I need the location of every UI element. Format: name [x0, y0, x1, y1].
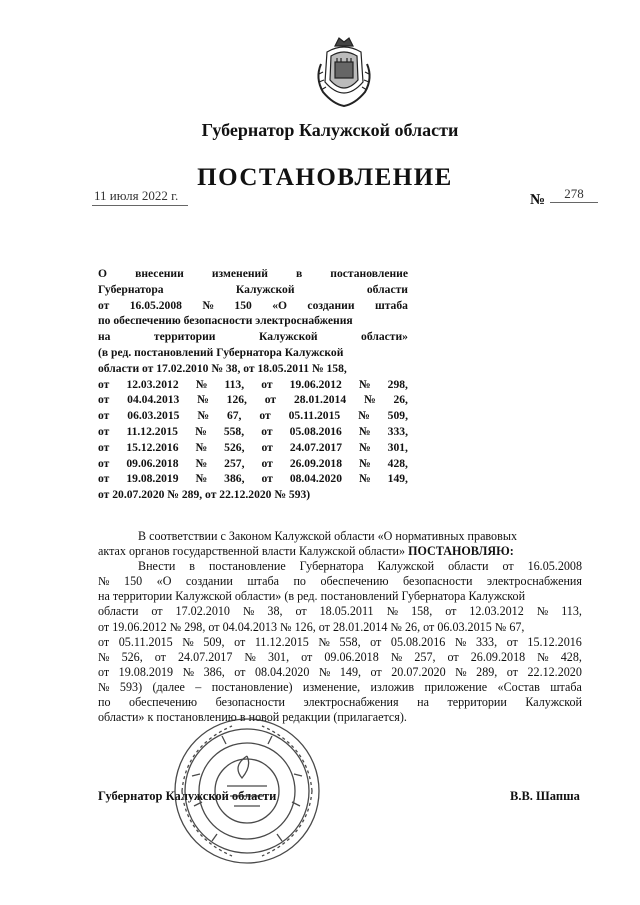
subject-word: в — [295, 267, 303, 280]
subject-line — [98, 440, 408, 456]
document-type: ПОСТАНОВЛЕНИЕ — [197, 164, 453, 191]
subject-word: 257, — [224, 456, 245, 470]
subject-word: внесении — [135, 267, 184, 280]
document-number: 278 — [550, 186, 598, 203]
subject-word: № — [195, 472, 208, 486]
body-paragraph-2-word: на территории Калужской области» (в ред. постановлений Губернатора Калужской — [98, 589, 526, 604]
body-paragraph-2-line — [98, 620, 582, 635]
body-paragraph-2-word: 16.05.2008 — [527, 559, 582, 574]
document-subject — [98, 266, 408, 503]
body-paragraph-2-word: «Состав — [497, 679, 540, 694]
body-paragraph-2-word: от — [370, 634, 382, 649]
body-paragraph-2-line — [98, 604, 582, 619]
kaluga-coat-of-arms-icon — [313, 34, 375, 110]
body-paragraph-2-word: 386, — [203, 664, 225, 679]
subject-word: от — [261, 424, 273, 438]
body-paragraph-2-word: 08.04.2020 — [254, 664, 310, 679]
body-paragraph-2-word: 149, — [339, 664, 362, 679]
body-paragraph-2-word: № — [455, 664, 467, 679]
body-paragraph-2-word: на — [417, 695, 429, 710]
subject-word: 09.06.2018 — [126, 456, 179, 470]
subject-word: № — [358, 377, 371, 391]
subject-word: № — [197, 409, 210, 423]
subject-line — [98, 298, 408, 314]
body-paragraph-2-word: от — [445, 604, 457, 619]
body-paragraph-2-line — [98, 589, 582, 604]
subject-line — [98, 392, 408, 408]
body-paragraph-2-word: 289, — [476, 664, 498, 679]
body-paragraph-2-word: электроснабжения — [303, 695, 399, 710]
body-paragraph-2-word: Калужской — [377, 559, 435, 574]
subject-word: 11.12.2015 — [126, 424, 178, 438]
body-paragraph-2-word: от — [370, 664, 382, 679]
body-paragraph-2-word: № — [98, 649, 110, 664]
body-paragraph-2-word: 05.08.2016 — [390, 634, 446, 649]
decree-word: ПОСТАНОВЛЯЮ: — [408, 544, 514, 559]
subject-word: от — [98, 393, 110, 407]
subject-word: 19.06.2012 — [289, 377, 342, 391]
body-paragraph-2-word: 526, — [121, 649, 143, 664]
subject-word: 526, — [224, 440, 245, 454]
body-paragraph-2-word: 301, — [267, 649, 290, 664]
subject-word: 558, — [223, 424, 245, 438]
subject-line — [98, 313, 408, 329]
subject-line — [98, 456, 408, 472]
body-paragraph-2-word: № — [537, 649, 549, 664]
subject-word: изменений — [211, 267, 268, 280]
body-paragraph-2-word: от — [506, 634, 518, 649]
subject-word: 428, — [387, 456, 408, 470]
subject-word: от 20.07.2020 № 289, от 22.12.2020 № 593) — [98, 488, 311, 502]
subject-word: на — [98, 330, 111, 344]
subject-line — [98, 487, 408, 503]
subject-word: № — [358, 440, 371, 454]
body-paragraph-2-word: № — [386, 604, 399, 619]
subject-word: от — [261, 472, 273, 486]
body-paragraph-2-word: Калужской — [525, 695, 582, 710]
body-paragraph-2-word: от — [154, 649, 166, 664]
body-paragraph-2-word: № — [182, 664, 195, 679]
subject-word: 05.08.2016 — [289, 424, 342, 438]
subject-line — [98, 471, 408, 487]
subject-line — [98, 282, 408, 298]
subject-word: Калужской — [258, 330, 318, 344]
subject-word: от — [98, 409, 110, 423]
body-paragraph-2-word: безопасности — [403, 574, 473, 589]
document-date: 11 июля 2022 г. — [92, 188, 188, 206]
body-paragraph-2-word: от — [234, 664, 246, 679]
body-paragraph-2-word: «О — [156, 574, 172, 589]
subject-word: № — [202, 298, 214, 312]
subject-word: 113, — [224, 377, 245, 391]
body-paragraph-2-word: изменение, — [302, 679, 361, 694]
subject-line — [98, 424, 408, 440]
subject-word: 149, — [387, 472, 408, 486]
signer-name: В.В. Шапша — [510, 789, 580, 803]
subject-word: от — [98, 472, 110, 486]
body-paragraph-2-word: – — [195, 679, 202, 694]
body-paragraph-2-word: № — [244, 649, 256, 664]
body-paragraph-2-word: № — [242, 604, 255, 619]
subject-line — [98, 408, 408, 424]
body-paragraph-2-word: 257, — [414, 649, 436, 664]
subject-word: от — [261, 377, 273, 391]
body-paragraph-2-word: создании — [185, 574, 233, 589]
body-paragraph-2-word: штаба — [247, 574, 279, 589]
subject-word: 509, — [387, 409, 408, 423]
subject-word: № — [195, 377, 208, 391]
subject-word: 19.08.2019 — [126, 472, 179, 486]
body-paragraph-2-word: от — [506, 664, 518, 679]
subject-line — [98, 377, 408, 393]
subject-word: 298, — [387, 377, 408, 391]
body-paragraph-2-word: 12.03.2012 — [469, 604, 524, 619]
body-paragraph-2-word: 333, — [475, 634, 498, 649]
subject-word: Калужской — [235, 282, 295, 296]
body-paragraph-2-word: 17.02.2010 — [175, 604, 230, 619]
official-seal-icon — [172, 716, 322, 866]
body-paragraph-2-line — [98, 650, 582, 665]
body-paragraph-2-word: 593) — [119, 679, 143, 694]
body-paragraph-2-word: безопасности — [215, 695, 286, 710]
subject-word: от — [261, 456, 273, 470]
body-paragraph-2-word: от — [98, 634, 110, 649]
body-paragraph-2-word: 20.07.2020 — [391, 664, 446, 679]
body-paragraph-2-word: по — [98, 695, 111, 710]
document-body — [98, 529, 582, 725]
subject-word: 05.11.2015 — [288, 409, 341, 423]
subject-word: 26.09.2018 — [289, 456, 342, 470]
subject-line — [98, 361, 408, 377]
subject-word: № — [195, 456, 208, 470]
subject-word: от — [261, 440, 273, 454]
body-paragraph-2-word: № — [390, 649, 403, 664]
body-paragraph-2-line — [98, 574, 582, 589]
body-paragraph-2-word: 150 — [124, 574, 143, 589]
body-paragraph-2-word: постановление) — [211, 679, 293, 694]
body-paragraph-2-word: приложение — [424, 679, 488, 694]
body-paragraph-2-word: 26.09.2018 — [470, 649, 526, 664]
body-paragraph-2-word: № — [98, 574, 110, 589]
authority-title: Губернатор Калужской области — [201, 120, 459, 140]
subject-word: 04.04.2013 — [127, 393, 180, 407]
subject-word: от — [259, 409, 271, 423]
body-paragraph-2-line — [98, 680, 582, 695]
subject-word: 15.12.2016 — [126, 440, 179, 454]
subject-word: по обеспечению безопасности электроснабжения — [98, 314, 353, 328]
body-paragraph-2-word: № — [536, 604, 549, 619]
body-paragraph-2-word: (далее — [152, 679, 185, 694]
subject-word: № — [363, 393, 376, 407]
body-paragraph-2-word: электроснабжения — [486, 574, 582, 589]
body-paragraph-2-word: территории — [447, 695, 507, 710]
subject-word: 28.01.2014 — [293, 393, 347, 407]
subject-word: 26, — [393, 393, 408, 407]
subject-word: постановление — [330, 267, 408, 280]
body-paragraph-2-word: от — [502, 559, 514, 574]
body-paragraph-2-word: 19.08.2019 — [118, 664, 174, 679]
subject-word: области от 17.02.2010 № 38, от 18.05.2011 № 158, — [98, 361, 347, 375]
subject-word: 67, — [226, 409, 242, 423]
body-paragraph-2-word: обеспечению — [320, 574, 389, 589]
subject-word: О — [98, 267, 108, 280]
body-paragraph-2-word: области» к постановлению в новой редакции (прилагается). — [98, 710, 407, 725]
subject-word: № — [358, 456, 371, 470]
body-paragraph-2-line — [98, 710, 582, 725]
body-paragraph-2-word: от — [98, 664, 110, 679]
subject-word: 386, — [224, 472, 245, 486]
body-paragraph-2-word: № — [318, 634, 330, 649]
subject-word: от — [264, 393, 277, 407]
body-paragraph-2-word: в — [189, 559, 195, 574]
body-paragraph-2-word: 22.12.2020 — [527, 664, 582, 679]
body-paragraph-2-word: от — [234, 634, 246, 649]
body-paragraph-2-word: области — [448, 559, 489, 574]
subject-word: 24.07.2017 — [289, 440, 342, 454]
body-paragraph-1-line-2: актах органов государственной власти Калужской области» ПОСТАНОВЛЯЮ: — [98, 544, 514, 559]
body-paragraph-2-word: области — [98, 604, 139, 619]
body-paragraph-2-word: 113, — [561, 604, 582, 619]
body-paragraph-2 — [98, 559, 582, 725]
subject-word: от — [98, 377, 110, 391]
body-paragraph-2-word: № — [98, 679, 110, 694]
body-paragraph-2-word: 24.07.2017 — [177, 649, 233, 664]
subject-word: № — [358, 472, 371, 486]
body-paragraph-2-word: от — [295, 604, 307, 619]
body-paragraph-2-word: № — [182, 634, 194, 649]
subject-word: 16.05.2008 — [129, 298, 182, 312]
subject-line — [98, 266, 408, 282]
body-paragraph-2-word: 158, — [411, 604, 433, 619]
body-paragraph-2-word: 11.12.2015 — [254, 634, 309, 649]
body-paragraph-2-word: 509, — [203, 634, 225, 649]
body-paragraph-2-word: штаба — [550, 679, 582, 694]
subject-word: № — [358, 409, 370, 423]
subject-word: № — [195, 440, 208, 454]
subject-line — [98, 345, 408, 361]
subject-word: территории — [153, 330, 216, 344]
subject-word: (в ред. постановлений Губернатора Калужской — [98, 345, 344, 359]
subject-word: 08.04.2020 — [289, 472, 342, 486]
body-paragraph-2-word: обеспечению — [129, 695, 198, 710]
body-paragraph-1-line-1: В соответствии с Законом Калужской области «О нормативных правовых — [138, 529, 517, 543]
body-paragraph-2-word: от — [301, 649, 313, 664]
body-paragraph-2-word: 05.11.2015 — [118, 634, 173, 649]
subject-word: 126, — [226, 393, 247, 407]
body-paragraph-2-word: № — [454, 634, 467, 649]
subject-word: области» — [361, 330, 408, 344]
subject-word: создании — [307, 298, 355, 312]
body-paragraph-2-word: 38, — [267, 604, 283, 619]
body-paragraph-2-word: 15.12.2016 — [527, 634, 582, 649]
subject-word: от — [98, 456, 110, 470]
subject-word: от — [98, 298, 110, 312]
body-paragraph-2-line — [98, 665, 582, 680]
subject-word: «О — [272, 298, 288, 312]
body-paragraph-2-word: изложив — [370, 679, 415, 694]
subject-word: № — [197, 393, 209, 407]
body-paragraph-2-word: постановление — [208, 559, 286, 574]
body-paragraph-2-word: от — [447, 649, 459, 664]
body-paragraph-2-word: от — [151, 604, 163, 619]
body-paragraph-2-word: Внести — [138, 559, 176, 574]
subject-word: штаба — [374, 298, 408, 312]
subject-word: № — [195, 424, 207, 438]
subject-word: 333, — [387, 424, 408, 438]
body-paragraph-2-line — [98, 695, 582, 710]
subject-word: 06.03.2015 — [127, 409, 180, 423]
body-paragraph-2-word: Губернатора — [299, 559, 364, 574]
subject-word: от — [98, 424, 110, 438]
subject-line — [98, 329, 408, 345]
body-paragraph-2-word: от 19.06.2012 № 298, от 04.04.2013 № 126, от 28.01.2014 № 26, от 06.03.2015 № 67, — [98, 619, 525, 634]
body-paragraph-2-word: 558, — [339, 634, 361, 649]
body-paragraph-2-word: № — [318, 664, 331, 679]
body-paragraph-2-line — [98, 559, 582, 574]
subject-word: области — [366, 282, 408, 296]
body-paragraph-2-line — [98, 635, 582, 650]
number-label: № — [530, 192, 546, 208]
subject-word: 150 — [234, 298, 252, 312]
subject-word: 12.03.2012 — [126, 377, 179, 391]
signer-position: Губернатор Калужской области — [98, 789, 277, 803]
subject-word: Губернатора — [98, 282, 164, 296]
body-paragraph-2-word: 18.05.2011 — [319, 604, 374, 619]
body-paragraph-2-word: по — [293, 574, 306, 589]
subject-word: № — [358, 424, 371, 438]
subject-word: от — [98, 440, 110, 454]
body-paragraph-2-word: 428, — [560, 649, 582, 664]
subject-word: 301, — [387, 440, 408, 454]
body-paragraph-2-word: 09.06.2018 — [324, 649, 379, 664]
